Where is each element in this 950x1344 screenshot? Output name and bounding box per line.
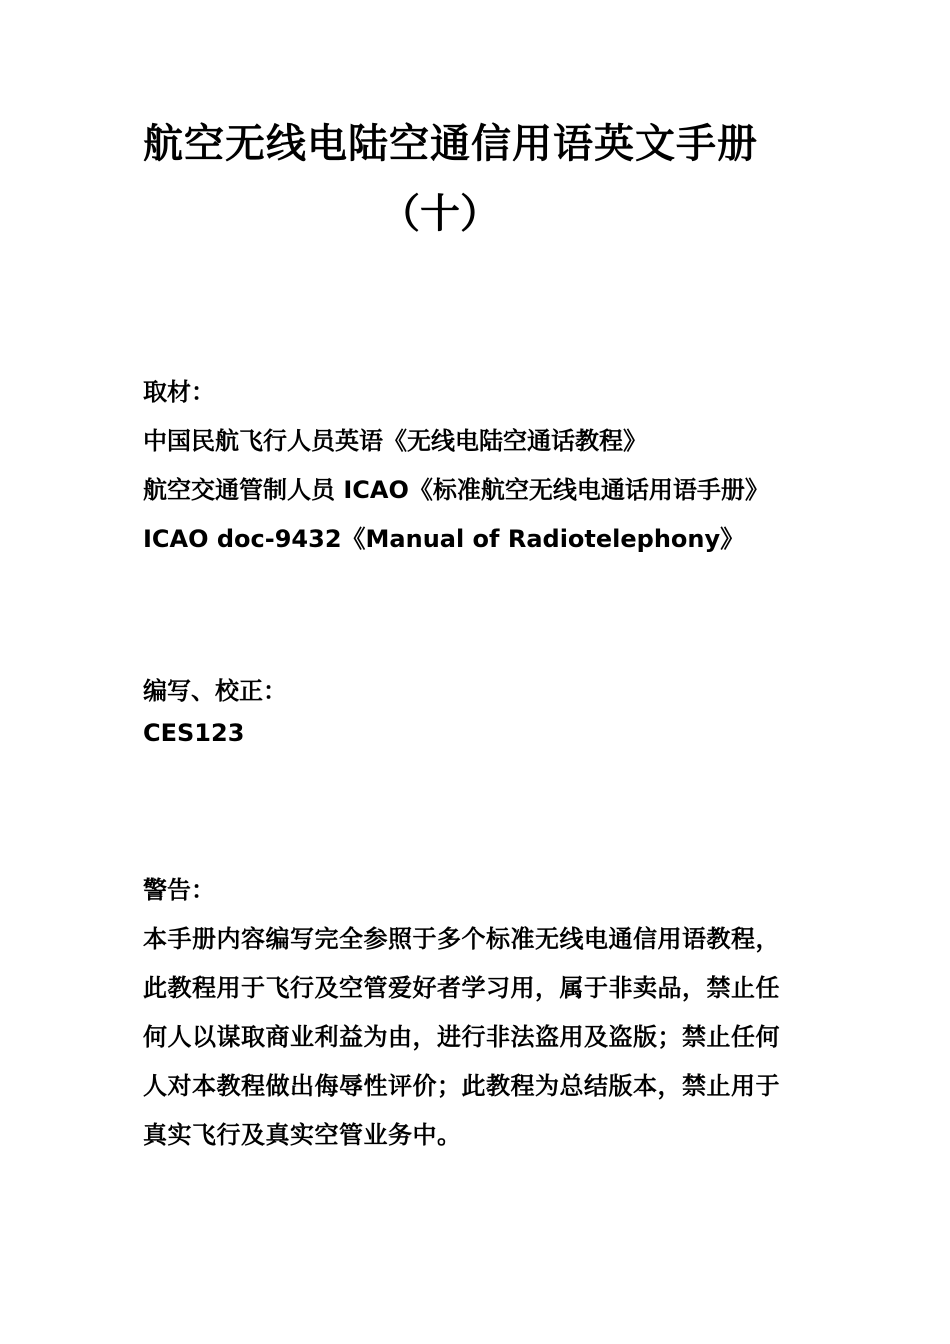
warning-label: 警告： — [143, 876, 215, 904]
author-label: 编写、校正： — [143, 677, 287, 705]
source-line-3: ICAO doc-9432《Manual of Radiotelephony》 — [143, 525, 745, 553]
warning-line-4: 人对本教程做出侮辱性评价；此教程为总结版本，禁止用于 — [143, 1072, 780, 1100]
source-line-2: 航空交通管制人员 ICAO《标准航空无线电通话用语手册》 — [143, 476, 769, 504]
warning-line-3: 何人以谋取商业利益为由，进行非法盗用及盗版；禁止任何 — [143, 1023, 780, 1051]
source-line-1: 中国民航飞行人员英语《无线电陆空通话教程》 — [143, 427, 647, 455]
document-title: 航空无线电陆空通信用语英文手册 — [143, 121, 758, 167]
warning-line-1: 本手册内容编写完全参照于多个标准无线电通信用语教程， — [143, 925, 780, 953]
warning-line-2: 此教程用于飞行及空管爱好者学习用，属于非卖品，禁止任 — [143, 974, 780, 1002]
author-value: CES123 — [143, 719, 245, 747]
warning-line-5: 真实飞行及真实空管业务中。 — [143, 1121, 462, 1149]
document-subtitle: （十） — [380, 191, 500, 237]
source-label: 取材： — [143, 378, 215, 406]
